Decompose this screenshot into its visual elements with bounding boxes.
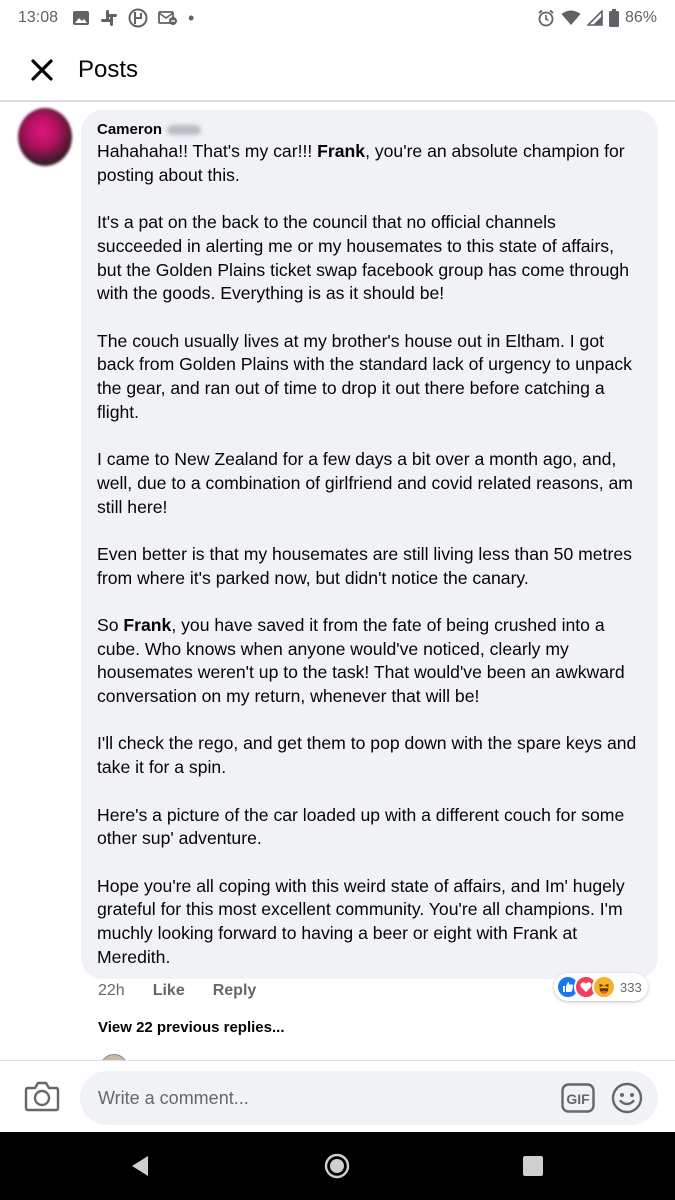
like-button[interactable]: Like bbox=[152, 982, 185, 999]
android-nav-bar bbox=[0, 1132, 675, 1200]
mention-link[interactable]: Frank bbox=[123, 614, 172, 635]
haha-icon bbox=[592, 975, 616, 999]
battery-percent: 86% bbox=[624, 9, 657, 26]
comment-timestamp[interactable]: 22h bbox=[98, 982, 125, 999]
comment-actions bbox=[98, 982, 284, 1000]
status-time: 13:08 bbox=[18, 9, 59, 26]
camera-button[interactable] bbox=[24, 1079, 64, 1115]
reply-button[interactable]: Reply bbox=[212, 982, 257, 999]
close-button[interactable] bbox=[22, 50, 62, 90]
comment-composer bbox=[0, 1060, 675, 1132]
comment-text-run: Here's a picture of the car loaded up with a different couch for some other sup' adventure. bbox=[97, 804, 625, 849]
camera-icon bbox=[24, 1079, 60, 1113]
comment-text-run: , you're an absolute champion for posting about this. bbox=[97, 141, 625, 185]
comment-text bbox=[97, 140, 642, 969]
header bbox=[0, 40, 675, 102]
comment-paragraph bbox=[97, 614, 642, 709]
home-circle-icon bbox=[323, 1152, 351, 1180]
gif-icon bbox=[561, 1083, 595, 1113]
vpn-globe-icon bbox=[128, 8, 148, 28]
comment-paragraph bbox=[97, 211, 642, 306]
comment-text-run: I'll check the rego, and get them to pop down with the spare keys and take it for a spin. bbox=[97, 733, 637, 778]
comment-author[interactable] bbox=[97, 120, 642, 140]
comment-text-run: I came to New Zealand for a few days a bit over a month ago, and, well, due to a combination of girlfriend and covid related reasons, am still here! bbox=[97, 449, 633, 517]
recents-button[interactable] bbox=[519, 1152, 547, 1180]
page-title: Posts bbox=[78, 56, 139, 83]
svg-text:GIF: GIF bbox=[566, 1091, 590, 1107]
close-icon bbox=[30, 58, 54, 82]
comment-text-run: It's a pat on the back to the council that no official channels succeeded in alerting me or my housemates to this state of affairs, but the Golden Plains ticket swap facebook group has come through with the goods. Everything is as it should be! bbox=[97, 212, 630, 304]
comment-paragraph bbox=[97, 543, 642, 590]
comment-paragraph bbox=[97, 140, 642, 187]
smiley-icon bbox=[611, 1082, 643, 1114]
more-notifications-dot: • bbox=[188, 7, 195, 28]
status-right bbox=[537, 9, 657, 27]
home-button[interactable] bbox=[323, 1152, 351, 1180]
comment-paragraph bbox=[97, 330, 642, 425]
mention-link[interactable]: Frank bbox=[317, 141, 366, 161]
comment-paragraph bbox=[97, 732, 642, 779]
back-button[interactable] bbox=[126, 1152, 154, 1180]
author-surname-redacted bbox=[167, 125, 201, 135]
emoji-button[interactable] bbox=[611, 1082, 643, 1114]
wifi-icon bbox=[561, 10, 581, 26]
reaction-summary[interactable] bbox=[554, 973, 648, 1001]
comment-bubble bbox=[81, 110, 658, 979]
comment-text-run: So bbox=[97, 614, 124, 635]
comment-text-run: Even better is that my housemates are still living less than 50 metres from where it's parked now, but didn't notice the canary. bbox=[97, 543, 632, 588]
back-triangle-icon bbox=[126, 1152, 154, 1180]
commenter-avatar[interactable] bbox=[18, 108, 72, 166]
view-previous-replies[interactable]: View 22 previous replies... bbox=[98, 1019, 285, 1036]
alarm-icon bbox=[537, 9, 555, 27]
recents-square-icon bbox=[519, 1152, 547, 1180]
slack-icon bbox=[100, 9, 118, 27]
comment-paragraph bbox=[97, 804, 642, 851]
author-name[interactable]: Cameron bbox=[97, 121, 163, 138]
comment-text-run: The couch usually lives at my brother's house out in Eltham. I got back from Golden Plains with the standard lack of urgency to unpack the gear, and ran out of time to drop it out there before catching a flight. bbox=[97, 330, 632, 422]
message-block-icon bbox=[158, 9, 178, 27]
comment-text-run: , you have saved it from the fate of being crushed into a cube. Who knows when anyone would've noticed, clearly my housemates weren't up to the task! That would've been an awkward conversation on my return, whenever that will be! bbox=[97, 614, 625, 707]
comment-text-run: Hope you're all coping with this weird state of affairs, and Im' hugely grateful for this most excellent community. You're all champions. I'm muchly looking forward to having a beer or eight with Frank at Meredith. bbox=[97, 875, 625, 967]
battery-icon bbox=[609, 9, 619, 27]
image-icon bbox=[72, 9, 90, 27]
gif-button[interactable] bbox=[561, 1083, 595, 1113]
comment-paragraph bbox=[97, 448, 642, 519]
comment-text-run: Hahahaha!! That's my car!!! bbox=[97, 141, 318, 161]
reaction-count: 333 bbox=[620, 979, 642, 995]
comment-paragraph bbox=[97, 875, 642, 970]
notification-icons bbox=[72, 8, 194, 29]
signal-icon bbox=[587, 10, 603, 26]
status-bar bbox=[0, 0, 675, 36]
